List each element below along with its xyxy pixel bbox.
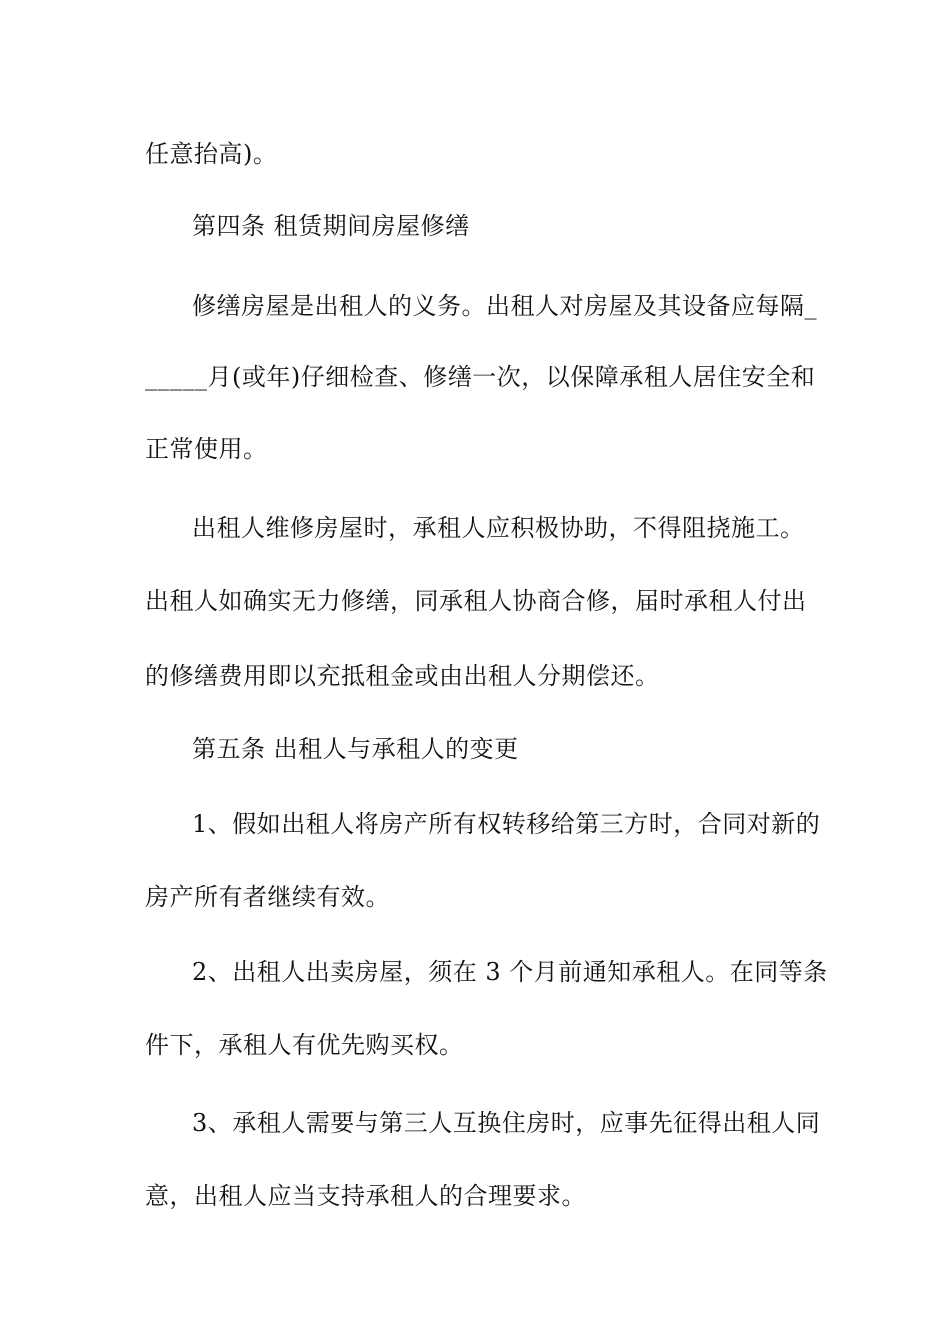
text-line-12: 2、出租人出卖房屋，须在 3 个月前通知承租人。在同等条: [192, 958, 828, 986]
text-line-15: 意，出租人应当支持承租人的合理要求。: [145, 1182, 586, 1210]
text-line-10: 1、假如出租人将房产所有权转移给第三方时，合同对新的: [192, 810, 821, 838]
text-line-14: 3、承租人需要与第三人互换住房时，应事先征得出租人同: [192, 1109, 821, 1137]
text-line-8: 的修缮费用即以充抵租金或由出租人分期偿还。: [145, 662, 660, 690]
text-line-6: 出租人维修房屋时，承租人应积极协助，不得阻挠施工。: [192, 514, 805, 542]
section-heading-article-4: 第四条 租赁期间房屋修缮: [192, 212, 470, 240]
text-line-13: 件下，承租人有优先购买权。: [145, 1031, 464, 1059]
text-line-7: 出租人如确实无力修缮，同承租人协商合修，届时承租人付出: [145, 587, 807, 615]
text-line-5: 正常使用。: [145, 435, 268, 463]
text-line-1: 任意抬高)。: [145, 140, 278, 168]
text-line-3: 修缮房屋是出租人的义务。出租人对房屋及其设备应每隔_: [192, 292, 817, 320]
text-line-11: 房产所有者继续有效。: [145, 883, 390, 911]
text-line-4: _____月(或年)仔细检查、修缮一次，以保障承租人居住安全和: [145, 363, 816, 391]
section-heading-article-5: 第五条 出租人与承租人的变更: [192, 735, 519, 763]
